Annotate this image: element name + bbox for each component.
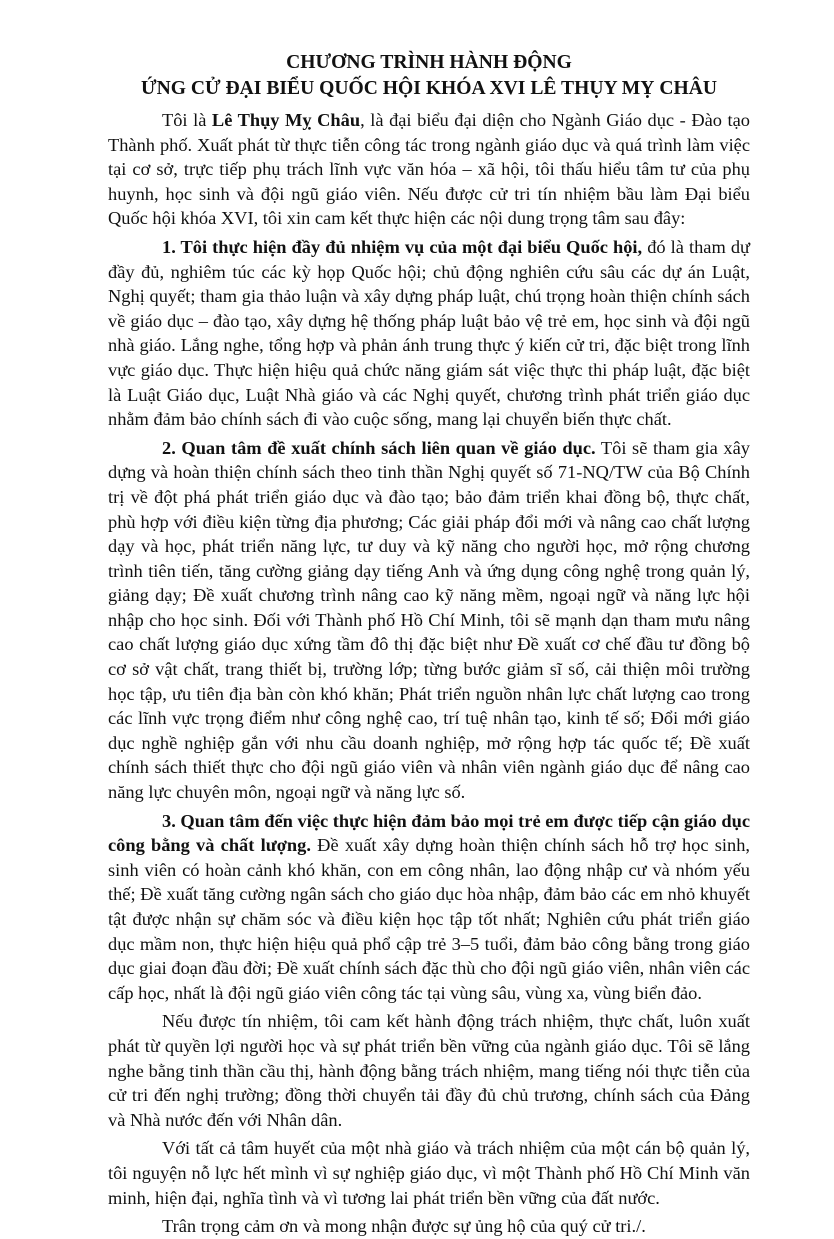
document-title-line-1: CHƯƠNG TRÌNH HÀNH ĐỘNG xyxy=(286,52,572,73)
commitment-3-paragraph xyxy=(108,809,750,1006)
candidate-name: Lê Thụy Mỵ Châu xyxy=(211,110,361,130)
closing-paragraph-1: Nếu được tín nhiệm, tôi cam kết hành động trách nhiệm, thực chất, luôn xuất phát từ quyền lợi người học và sự phát triển bền vững của ngành giáo dục. Tôi sẽ lắng nghe bằng tinh thần cầu thị, hành động bằng trách nhiệm, mang tiếng nói thực tiễn của cử tri đến nghị trường; đồng thời chuyển tải đầy đủ chủ trương, chính sách của Đảng và Nhà nước đến với Nhân dân. xyxy=(108,1011,750,1130)
intro-paragraph xyxy=(108,108,750,231)
commitment-1-text: đó là tham dự đầy đủ, nghiêm túc các kỳ họp Quốc hội; chủ động nghiên cứu sâu các dự án Luật, Nghị quyết; tham gia thảo luận và xây dựng pháp luật, chú trọng hoàn thiện chính sách về giáo dục – đào tạo, xây dựng hệ thống pháp luật bảo vệ trẻ em, học sinh và đội ngũ nhà giáo. Lắng nghe, tổng hợp và phản ánh trung thực ý kiến cử tri, đặc biệt trong lĩnh vực giáo dục. Thực hiện hiệu quả chức năng giám sát việc thực thi pháp luật, đặc biệt là Luật Giáo dục, Luật Nhà giáo và các Nghị quyết, chương trình phát triển giáo dục nhằm đảm bảo chính sách đi vào cuộc sống, mang lại chuyển biến thực chất. xyxy=(108,236,750,430)
document-title-line-2: ỨNG CỬ ĐẠI BIỂU QUỐC HỘI KHÓA XVI LÊ THỤY MỴ CHÂU xyxy=(140,78,718,99)
commitment-2-text: Tôi sẽ tham gia xây dựng và hoàn thiện chính sách theo tinh thần Nghị quyết số 71-NQ/TW của Bộ Chính trị về đột phá phát triển giáo dục và đào tạo; bảo đảm triển khai đồng bộ, thực chất, phù hợp với điều kiện từng địa phương; Các giải pháp đổi mới và nâng cao chất lượng dạy và học, phát triển năng lực, tư duy và kỹ năng cho người học, mở rộng chương trình tiên tiến, tăng cường giảng dạy tiếng Anh và ứng dụng công nghệ trong quản lý, giảng dạy; Đề xuất chương trình nâng cao kỹ năng mềm, ngoại ngữ và năng lực hội nhập cho học sinh. Đối với Thành phố Hồ Chí Minh, tôi sẽ mạnh dạn tham mưu nâng cao chất lượng giáo dục xứng tầm đô thị đặc biệt như Đề xuất cơ chế đầu tư đồng bộ cơ sở vật chất, trang thiết bị, trường lớp; từng bước giảm sĩ số, cải thiện môi trường học tập, ưu tiên địa bàn còn khó khăn; Phát triển nguồn nhân lực chất lượng cao trong các lĩnh vực trọng điểm như công nghệ cao, trí tuệ nhân tạo, kinh tế số; Đổi mới giáo dục nghề nghiệp gắn với nhu cầu doanh nghiệp, mở rộng hợp tác quốc tế; Đề xuất chính sách thiết thực cho đội ngũ giáo viên và nhân viên ngành giáo dục để nâng cao năng lực chuyên môn, ngoại ngữ và năng lực số. xyxy=(108,437,750,803)
commitment-1-heading: 1. Tôi thực hiện đầy đủ nhiệm vụ của một đại biểu Quốc hội, xyxy=(162,236,643,257)
commitment-2-paragraph xyxy=(108,436,750,805)
closing-paragraph-2: Với tất cả tâm huyết của một nhà giáo và trách nhiệm của một cán bộ quản lý, tôi nguyện nỗ lực hết mình vì sự nghiệp giáo dục, vì một Thành phố Hồ Chí Minh văn minh, hiện đại, nghĩa tình và vì tương lai phát triển bền vững của đất nước. xyxy=(108,1138,750,1208)
intro-text: , là đại biểu đại diện cho Ngành Giáo dục - Đào tạo Thành phố. Xuất phát từ thực tiễn công tác trong ngành giáo dục và quá trình làm việc tại cơ sở, trực tiếp phụ trách lĩnh vực văn hóa – xã hội, tôi thấu hiểu tâm tư của phụ huynh, học sinh và đội ngũ giáo viên. Nếu được cử tri tín nhiệm bầu làm Đại biểu Quốc hội khóa XVI, tôi xin cam kết thực hiện các nội dung trọng tâm sau đây: xyxy=(108,110,750,229)
intro-prefix: Tôi là xyxy=(162,110,212,130)
commitment-3-text: Đề xuất xây dựng hoàn thiện chính sách hỗ trợ học sinh, sinh viên có hoàn cảnh khó khăn, con em công nhân, lao động nhập cư và nhóm yếu thế; Đề xuất tăng cường ngân sách cho giáo dục hòa nhập, đảm bảo các em nhỏ khuyết tật được nhận sự chăm sóc và điều kiện học tập tốt nhất; Nghiên cứu phát triển giáo dục mầm non, thực hiện hiệu quả phổ cập trẻ 3–5 tuổi, đảm bảo công bằng trong giáo dục giai đoạn đầu đời; Đề xuất chính sách đặc thù cho đội ngũ giáo viên, nhân viên các cấp học, nhất là đội ngũ giáo viên công tác tại vùng sâu, vùng xa, vùng biển đảo. xyxy=(108,835,750,1003)
commitment-2-heading: 2. Quan tâm đề xuất chính sách liên quan về giáo dục. xyxy=(162,437,596,458)
commitment-1-paragraph xyxy=(108,235,750,432)
document-header xyxy=(108,50,750,102)
closing-thanks: Trân trọng cảm ơn và mong nhận được sự ủng hộ của quý cử tri./. xyxy=(162,1216,646,1237)
commitment-3-heading: 3. Quan tâm đến việc thực hiện đảm bảo mọi trẻ em được tiếp cận giáo dục công bằng và chất lượng. xyxy=(108,810,750,856)
